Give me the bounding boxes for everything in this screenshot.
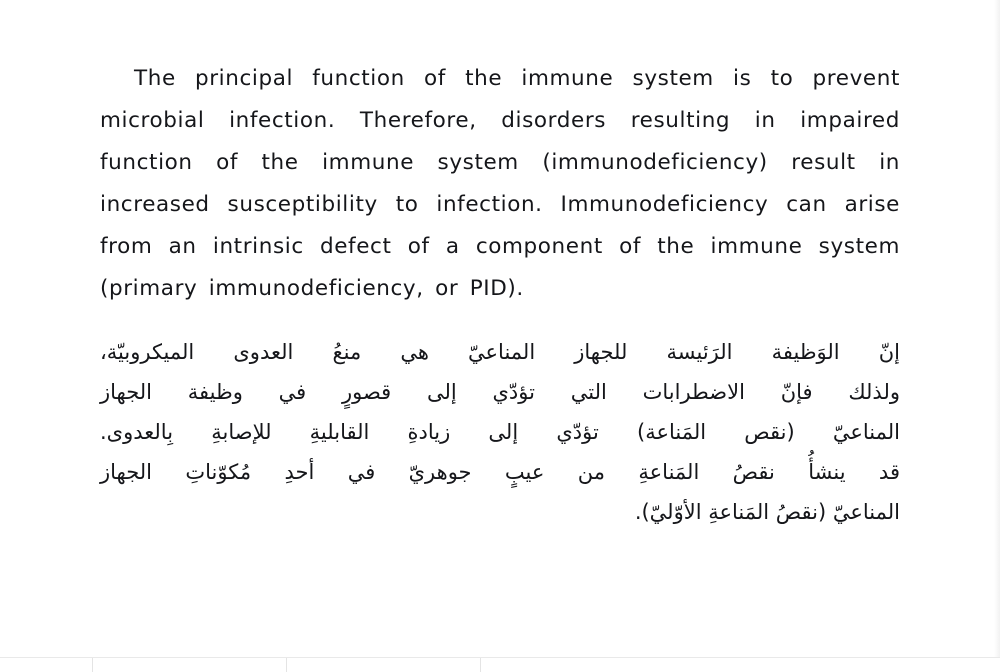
arabic-line: إنّ الوَظيفة الرَئيسة للجهاز المناعيّ هي منعُ العدوى الميكروبيّة،: [100, 340, 900, 364]
page-bottom-strip: [0, 657, 1000, 672]
arabic-line: المناعيّ (نقصُ المَناعةِ الأوّليّ).: [634, 500, 900, 524]
page-bottom-divider: [480, 658, 481, 672]
paragraph-arabic: [100, 332, 900, 532]
document-content: [100, 58, 900, 532]
paragraph-english: The principal function of the immune system is to prevent microbial infection. Therefore, disorders resulting in impaired function of the immune system (immunodeficiency) result in increased susceptibility to infection. Immunodeficiency can arise from an intrinsic defect of a component of the immune system (primary immunodeficiency, or PID).: [100, 66, 900, 301]
arabic-line: المناعيّ (نقص المَناعة) تؤدّي إلى زيادةِ القابليةِ للإصابةِ بِالعدوى.: [100, 420, 900, 444]
page-bottom-divider: [286, 658, 287, 672]
page-edge-shadow: [994, 0, 1000, 672]
arabic-line: قد ينشأُ نقصُ المَناعةِ من عيبٍ جوهريّ في أحدِ مُكوّناتِ الجهاز: [100, 460, 900, 484]
page-bottom-divider: [92, 658, 93, 672]
arabic-line: ولذلك فإنّ الاضطرابات التي تؤدّي إلى قصورٍ في وظيفة الجهاز: [100, 380, 900, 404]
